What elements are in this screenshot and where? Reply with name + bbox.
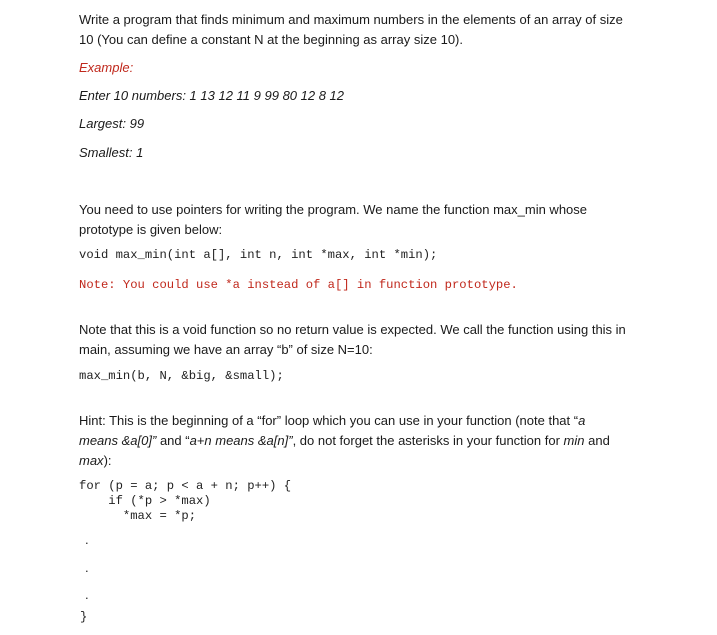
hint-line-2-min: min [563, 433, 585, 448]
hint-line-1-text: Hint: This is the beginning of a “for” loop which you can use in your function (note that “ [79, 413, 579, 428]
void-note-line-1: Note that this is a void function so no return value is expected. We call the function using this in [79, 322, 626, 337]
hint-line-2-f: and [584, 433, 610, 448]
call-code: max_min(b, N, &big, &small); [79, 369, 284, 383]
hint-line-1 [79, 413, 585, 428]
hint-line-3-max: max [79, 453, 104, 468]
intro-line-1: Write a program that finds minimum and maximum numbers in the elements of an array of size [79, 12, 623, 27]
pointers-line-1: You need to use pointers for writing the program. We name the function max_min whose [79, 202, 588, 217]
hint-line-2-c: a+n means &a[n]” [189, 433, 293, 448]
prototype-code: void max_min(int a[], int n, int *max, int *min); [79, 248, 438, 262]
example-enter: Enter 10 numbers: 1 13 12 11 9 99 80 12 8 12 [79, 88, 345, 103]
prototype-note: Note: You could use *a instead of a[] in function prototype. [79, 278, 518, 292]
ellipsis-dot-2: . [85, 560, 89, 575]
example-label: Example: [79, 60, 134, 75]
hint-line-2-a: means &a[0]” [79, 433, 157, 448]
intro-line-2: 10 (You can define a constant N at the beginning as array size 10). [79, 32, 463, 47]
loop-code-line-2: if (*p > *max) [79, 494, 211, 508]
hint-line-2 [79, 433, 610, 448]
example-smallest: Smallest: 1 [79, 145, 144, 160]
hint-line-3-end: ): [103, 453, 112, 468]
example-largest: Largest: 99 [79, 116, 145, 131]
pointers-line-2: prototype is given below: [79, 222, 223, 237]
loop-code-line-1: for (p = a; p < a + n; p++) { [79, 479, 292, 493]
ellipsis-dot-1: . [85, 532, 89, 547]
hint-line-3 [79, 453, 112, 468]
loop-code-line-3: *max = *p; [79, 509, 197, 523]
ellipsis-dot-3: . [85, 587, 89, 602]
hint-line-2-b: and “ [156, 433, 190, 448]
hint-line-2-d: , do not forget the asterisks in your function for [292, 433, 564, 448]
void-note-line-2: main, assuming we have an array “b” of size N=10: [79, 342, 373, 357]
hint-line-1-var: a [578, 413, 586, 428]
loop-close-brace: } [80, 610, 88, 624]
